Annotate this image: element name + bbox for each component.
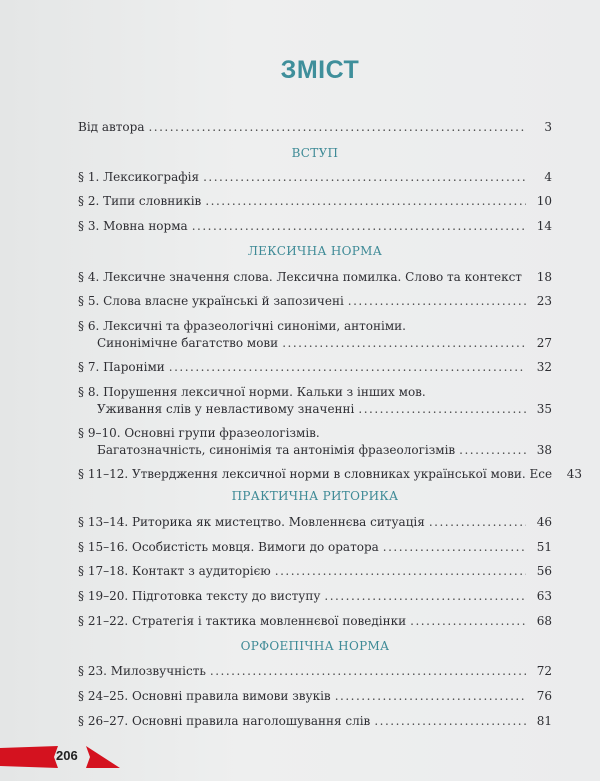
toc-entry[interactable] <box>78 689 552 703</box>
toc-entry[interactable] <box>78 194 552 208</box>
toc-entry[interactable] <box>78 294 552 308</box>
toc-page-number: 72 <box>536 664 552 678</box>
toc-entry-title: Багатозначність, синонімія та антонімія фразеологізмів <box>97 443 456 457</box>
toc-page-number: 76 <box>536 689 552 703</box>
page-number: 206 <box>56 748 78 763</box>
toc-page-number: 10 <box>536 194 552 208</box>
toc-entry-title: § 19–20. Підготовка тексту до виступу <box>78 589 321 603</box>
toc-entry-title: § 5. Слова власне українські й запозичені <box>78 294 344 308</box>
toc-page-number: 32 <box>536 360 552 374</box>
toc-entry[interactable] <box>78 564 552 578</box>
dot-leader <box>324 589 526 603</box>
dot-leader <box>410 614 526 628</box>
dot-leader <box>282 336 526 350</box>
dot-leader <box>203 170 526 184</box>
toc-entry[interactable] <box>78 170 552 184</box>
toc-entry[interactable] <box>78 360 552 374</box>
toc-page-number: 27 <box>536 336 552 350</box>
toc-entry-title: § 1. Лексикографія <box>78 170 200 184</box>
dot-leader <box>148 120 526 134</box>
dot-leader <box>358 402 526 416</box>
section-heading: ВСТУП <box>291 146 339 160</box>
toc-entry[interactable] <box>78 385 552 416</box>
dot-leader <box>348 294 526 308</box>
toc-page-number: 23 <box>536 294 552 308</box>
toc-entry-title: § 17–18. Контакт з аудиторією <box>78 564 271 578</box>
toc-entry-title: § 6. Лексичні та фразеологічні синоніми, антоніми. <box>78 319 406 333</box>
toc-entry[interactable] <box>78 319 552 350</box>
toc-page-number: 46 <box>536 515 552 529</box>
toc-entry[interactable] <box>78 589 552 603</box>
toc-entry-title: § 24–25. Основні правила вимови звуків <box>78 689 331 703</box>
toc-entry-title: § 9–10. Основні групи фразеологізмів. <box>78 426 320 440</box>
toc-entry-title: § 8. Порушення лексичної норми. Кальки з інших мов. <box>78 385 426 399</box>
section-heading: ЛЕКСИЧНА НОРМА <box>247 244 383 258</box>
toc-entry-title: § 23. Милозвучність <box>78 664 206 678</box>
toc-page-number: 3 <box>544 120 552 134</box>
toc-entry-title: Синонімічне багатство мови <box>97 336 279 350</box>
toc-entry[interactable] <box>78 120 552 134</box>
toc-entry-title: § 4. Лексичне значення слова. Лексична помилка. Слово та контекст <box>78 270 522 284</box>
toc-entry-title: § 2. Типи словників <box>78 194 202 208</box>
toc-page-number: 4 <box>544 170 552 184</box>
dot-leader <box>192 219 526 233</box>
toc-page-number: 18 <box>536 270 552 284</box>
toc-entry-title: § 26–27. Основні правила наголошування слів <box>78 714 371 728</box>
dot-leader <box>169 360 526 374</box>
toc-page-number: 63 <box>536 589 552 603</box>
toc-entry-title: Уживання слів у невластивому значенні <box>97 402 355 416</box>
toc-page-number: 43 <box>566 467 583 481</box>
dot-leader <box>205 194 526 208</box>
toc-page-number: 81 <box>536 714 552 728</box>
toc-page-number: 51 <box>536 540 552 554</box>
toc-entry[interactable] <box>78 540 552 554</box>
toc-entry[interactable] <box>78 714 552 728</box>
dot-leader <box>459 443 526 457</box>
toc-entry-title: § 21–22. Стратегія і тактика мовленнєвої поведінки <box>78 614 407 628</box>
dot-leader <box>275 564 526 578</box>
toc-page-number: 56 <box>536 564 552 578</box>
toc-entry[interactable] <box>78 270 552 284</box>
toc-page-number: 14 <box>536 219 552 233</box>
dot-leader <box>429 515 526 529</box>
section-heading: ОРФОЕПІЧНА НОРМА <box>240 639 390 653</box>
toc-entry-title: § 15–16. Особистість мовця. Вимоги до оратора <box>78 540 379 554</box>
section-heading: ПРАКТИЧНА РИТОРИКА <box>231 489 399 503</box>
toc-entry[interactable] <box>78 219 552 233</box>
toc-entry[interactable] <box>78 515 552 529</box>
dot-leader <box>383 540 526 554</box>
dot-leader <box>374 714 526 728</box>
toc-entry[interactable] <box>78 426 552 457</box>
toc-entry[interactable] <box>78 664 552 678</box>
toc-entry-title: § 13–14. Риторика як мистецтво. Мовленнєва ситуація <box>78 515 425 529</box>
toc-entry-title: § 11–12. Утвердження лексичної норми в словниках української мови. Есе <box>78 467 553 481</box>
toc-entry[interactable] <box>78 614 552 628</box>
dot-leader <box>335 689 526 703</box>
dot-leader <box>210 664 526 678</box>
page-title: ЗМІСТ <box>280 56 360 84</box>
toc-entry-title: § 7. Пароніми <box>78 360 165 374</box>
toc-page-number: 38 <box>536 443 552 457</box>
toc-entry-title: Від автора <box>78 120 145 134</box>
toc-entry[interactable] <box>78 467 583 481</box>
toc-page-number: 35 <box>536 402 552 416</box>
toc-entry-title: § 3. Мовна норма <box>78 219 188 233</box>
toc-page-number: 68 <box>536 614 552 628</box>
